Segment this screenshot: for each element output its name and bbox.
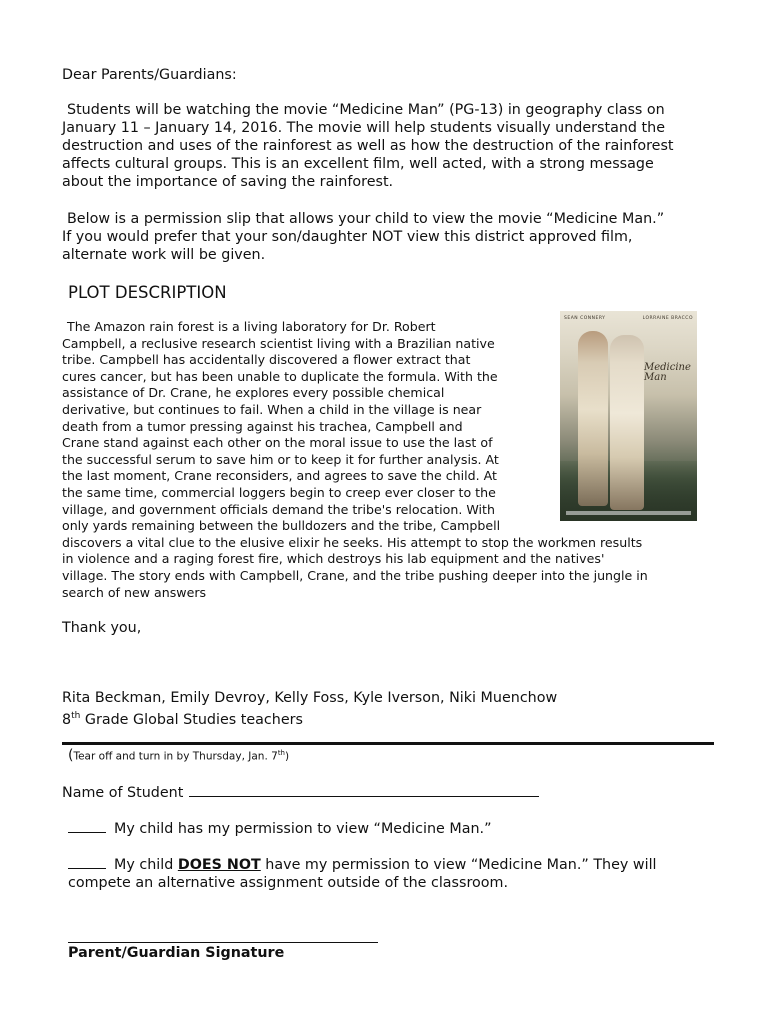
intro-line: destruction and uses of the rainforest as well as how the destruction of the rainforest: [62, 138, 674, 154]
tear-off-rule: [62, 742, 714, 745]
plot-line: village, and government officials demand the tribe's relocation. With: [62, 501, 495, 517]
grade-suffix: th: [71, 711, 81, 721]
salutation: Dear Parents/Guardians:: [62, 67, 237, 83]
plot-line: the same time, commercial loggers begin to creep ever closer to the: [62, 484, 496, 500]
signature-line[interactable]: [68, 942, 378, 943]
permission-no-blank[interactable]: [68, 854, 106, 869]
tear-text: Tear off and turn in by Thursday, Jan. 7: [73, 750, 278, 763]
permission-yes-text: My child has my permission to view “Medicine Man.”: [114, 821, 492, 837]
teacher-grade: [62, 707, 303, 729]
plot-line: the last moment, Crane reconsiders, and agrees to save the child. At: [62, 468, 497, 484]
plot-line: the successful serum to save him or to keep it for further analysis. At: [62, 451, 499, 467]
plot-line: derivative, but continues to fail. When a child in the village is near: [62, 401, 482, 417]
poster-actor2: LORRAINE BRACCO: [642, 316, 693, 321]
plot-line: The Amazon rain forest is a living laboratory for Dr. Robert: [67, 319, 436, 334]
thank-you: Thank you,: [62, 620, 142, 636]
permission-line: If you would prefer that your son/daughter NOT view this district approved film,: [62, 229, 633, 245]
intro-paragraph: [62, 101, 674, 191]
permission-option-no: [68, 854, 657, 892]
poster-title: [644, 363, 692, 383]
intro-line: about the importance of saving the rainforest.: [62, 174, 394, 190]
permission-option-yes: [68, 818, 492, 838]
intro-line: January 11 – January 14, 2016. The movie will help students visually understand the: [62, 120, 665, 136]
tear-sup: th: [277, 749, 285, 757]
poster-actor1: SEAN CONNERY: [564, 316, 606, 321]
plot-line: death from a tumor pressing against his trachea, Campbell and: [62, 418, 463, 434]
poster-actor-figure: [610, 335, 644, 510]
permission-line: alternate work will be given.: [62, 247, 266, 263]
poster-credits-strip: [566, 511, 691, 515]
student-name-field[interactable]: [189, 781, 539, 797]
permission-yes-blank[interactable]: [68, 818, 106, 833]
student-name-row: [62, 781, 539, 802]
tear-paren-open: (: [68, 747, 74, 764]
plot-line: village. The story ends with Campbell, Crane, and the tribe pushing deeper into the jungle in: [62, 567, 648, 583]
tear-paren-close: ): [285, 750, 290, 763]
plot-line: Crane stand against each other on the moral issue to use the last of: [62, 435, 493, 451]
permission-line: Below is a permission slip that allows your child to view the movie “Medicine Man.”: [67, 211, 665, 227]
grade-text: Grade Global Studies teachers: [80, 711, 303, 728]
signature-label: Parent/Guardian Signature: [68, 945, 285, 961]
poster-title-line: Medicine: [644, 362, 691, 373]
plot-line: search of new answers: [62, 584, 207, 600]
plot-line: tribe. Campbell has accidentally discovered a flower extract that: [62, 352, 471, 368]
permission-no-text-pre: My child: [114, 857, 178, 873]
permission-paragraph: [62, 210, 664, 264]
plot-line: cures cancer, but has been unable to duplicate the formula. With the: [62, 368, 498, 384]
does-not-emphasis: DOES NOT: [177, 857, 261, 873]
poster-title-line: Man: [644, 372, 667, 383]
permission-no-line2: compete an alternative assignment outside of the classroom.: [68, 875, 508, 891]
permission-no-text-post: have my permission to view “Medicine Man.” They will: [260, 857, 657, 873]
intro-line: affects cultural groups. This is an excellent film, well acted, with a strong message: [62, 156, 654, 172]
movie-poster-image: [560, 311, 697, 521]
plot-line: in violence and a raging forest fire, which destroys his lab equipment and the natives': [62, 551, 605, 567]
plot-line: discovers a vital clue to the elusive elixir he seeks. His attempt to stop the workmen results: [62, 534, 643, 550]
plot-line: assistance of Dr. Crane, he explores every possible chemical: [62, 385, 445, 401]
student-name-label: Name of Student: [62, 785, 184, 801]
plot-heading: PLOT DESCRIPTION: [68, 283, 227, 302]
grade-number: 8: [62, 711, 72, 728]
poster-actor-figure: [578, 331, 608, 506]
teacher-signers: Rita Beckman, Emily Devroy, Kelly Foss, Kyle Iverson, Niki Muenchow: [62, 690, 558, 706]
intro-line: Students will be watching the movie “Medicine Man” (PG-13) in geography class on: [67, 102, 665, 118]
tear-off-instruction: [68, 746, 289, 764]
plot-line: Campbell, a reclusive research scientist living with a Brazilian native: [62, 335, 495, 351]
poster-actor-names: [564, 316, 693, 321]
plot-line: only yards remaining between the bulldozers and the tribe, Campbell: [62, 518, 501, 534]
